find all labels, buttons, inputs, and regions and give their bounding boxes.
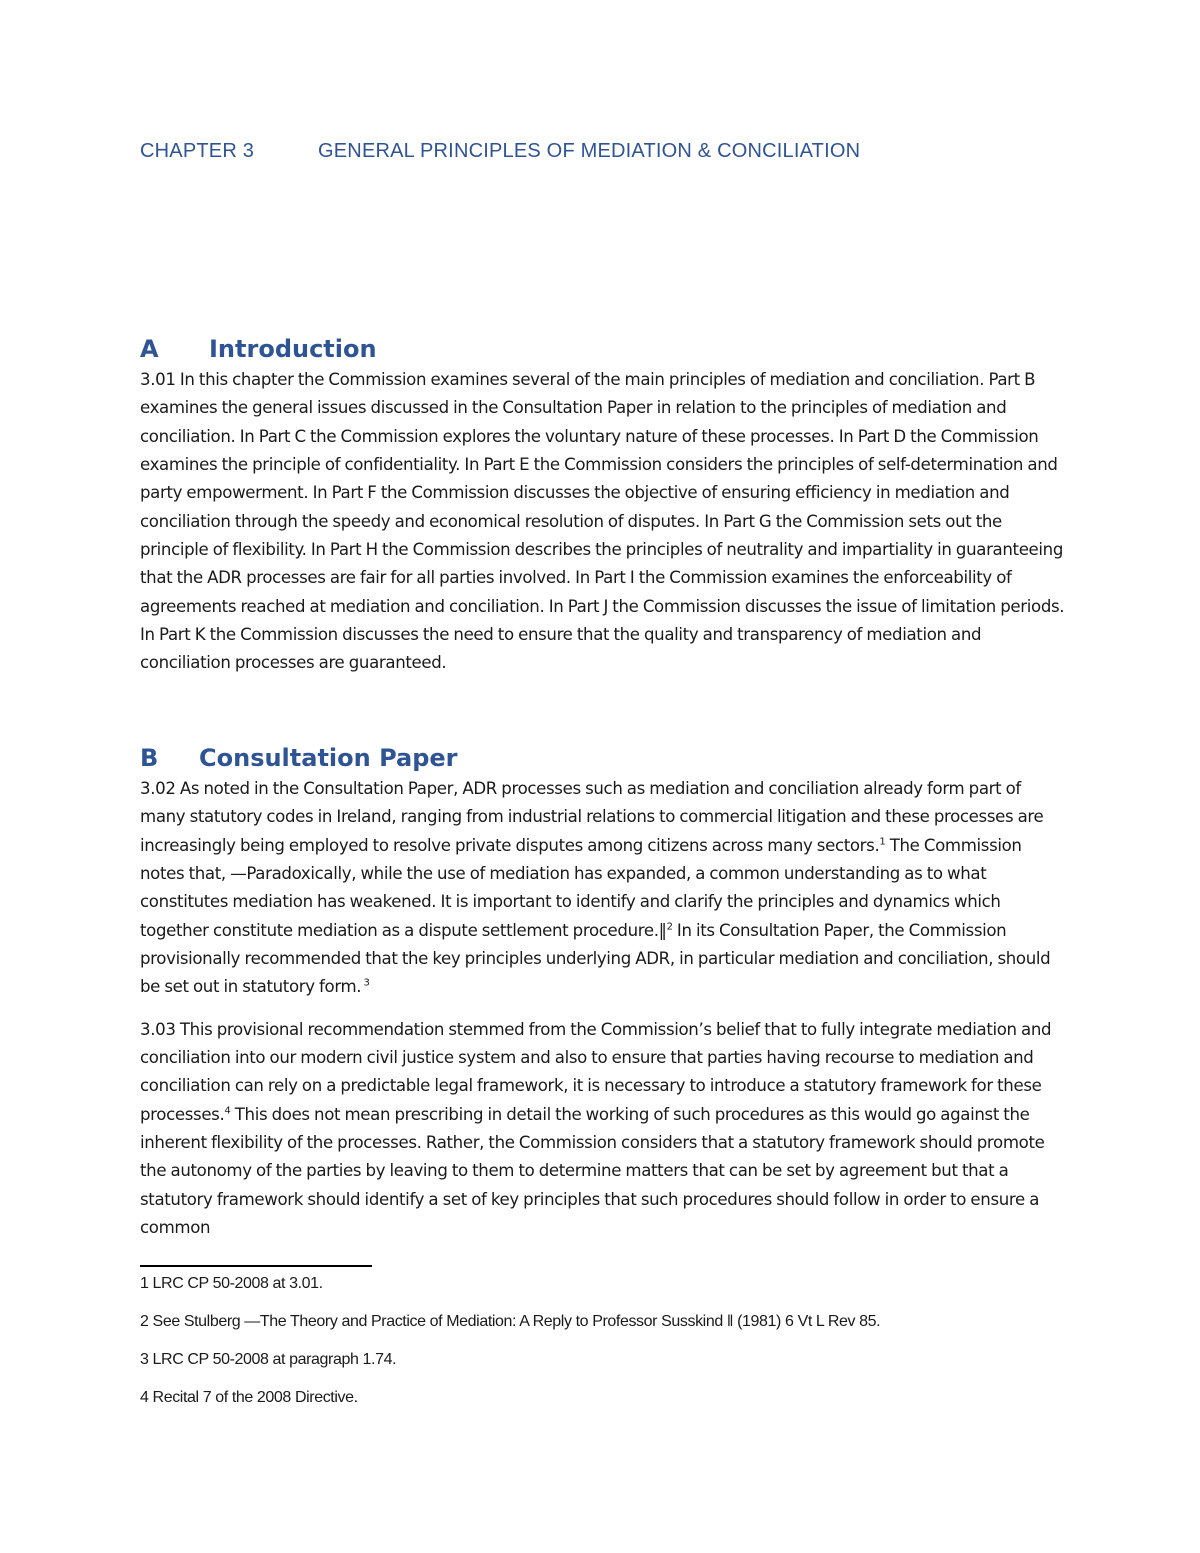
paragraph-text: The Commission notes that, —Paradoxically, while the use of mediation has expanded, a common understanding as to what constitutes mediation has weakened. It is important to identify and clarify the principles and dynamics which together constitute mediation as a dispute settlement procedure.‖ bbox=[140, 835, 1022, 940]
paragraph-3-02 bbox=[140, 775, 1070, 1002]
section-letter: A bbox=[140, 335, 159, 363]
footnote-ref-3[interactable]: 3 bbox=[361, 977, 370, 989]
footnote-ref-4[interactable]: 4 bbox=[224, 1105, 231, 1117]
section-consultation-paper bbox=[140, 741, 1070, 1243]
paragraph-text: 3.02 As noted in the Consultation Paper, ADR processes such as mediation and conciliation already form part of many statutory codes in Ireland, ranging from industrial relations to commercial litigation and these processes are increasingly being employed to resolve private disputes among citizens across many sectors. bbox=[140, 779, 1044, 855]
section-heading-a bbox=[140, 332, 1070, 366]
section-letter: B bbox=[140, 744, 159, 772]
footnotes bbox=[140, 1271, 1140, 1423]
section-introduction bbox=[140, 332, 1070, 678]
footnote-ref-2[interactable]: 2 bbox=[666, 921, 673, 933]
footnote-separator bbox=[140, 1265, 372, 1267]
chapter-number: CHAPTER 3 bbox=[140, 140, 255, 162]
footnote-1: 1 LRC CP 50-2008 at 3.01. bbox=[140, 1275, 323, 1292]
section-heading-b bbox=[140, 741, 1070, 775]
footnote-ref-1[interactable]: 1 bbox=[879, 836, 886, 848]
paragraph-3-03 bbox=[140, 1016, 1070, 1243]
paragraph-text: In its Consultation Paper, the Commission provisionally recommended that the key principles underlying ADR, in particular mediation and conciliation, should be set out in statutory form. bbox=[140, 920, 1051, 997]
footnote-2: 2 See Stulberg —The Theory and Practice of Mediation: A Reply to Professor Susskind ‖ (1981) 6 Vt L Rev 85. bbox=[140, 1313, 881, 1330]
paragraph-text: This does not mean prescribing in detail the working of such procedures as this would go against the inherent flexibility of the processes. Rather, the Commission considers that a statutory framework should promote the autonomy of the parties by leaving to them to determine matters that can be set by agreement but that a statutory framework should identify a set of key principles that such procedures should follow in order to ensure a common bbox=[140, 1104, 1045, 1238]
paragraph-3-01: 3.01 In this chapter the Commission examines several of the main principles of mediation and conciliation. Part B examines the general issues discussed in the Consultation Paper in relation to the principles of mediation and conciliation. In Part C the Commission explores the voluntary nature of these processes. In Part D the Commission examines the principle of confidentiality. In Part E the Commission considers the principles of self-determination and party empowerment. In Part F the Commission discusses the objective of ensuring efficiency in mediation and conciliation through the speedy and economical resolution of disputes. In Part G the Commission sets out the principle of flexibility. In Part H the Commission describes the principles of neutrality and impartiality in guaranteeing that the ADR processes are fair for all parties involved. In Part I the Commission examines the enforceability of agreements reached at mediation and conciliation. In Part J the Commission discusses the issue of limitation periods. In Part K the Commission discusses the need to ensure that the quality and transparency of mediation and conciliation processes are guaranteed. bbox=[140, 370, 1065, 673]
section-title: Consultation Paper bbox=[199, 744, 458, 772]
chapter-heading bbox=[140, 140, 860, 163]
footnote-3: 3 LRC CP 50-2008 at paragraph 1.74. bbox=[140, 1351, 397, 1368]
footnote-4: 4 Recital 7 of the 2008 Directive. bbox=[140, 1389, 358, 1406]
section-title: Introduction bbox=[209, 335, 377, 363]
chapter-title: GENERAL PRINCIPLES OF MEDIATION & CONCILIATION bbox=[318, 140, 861, 162]
paragraph-text: 3.03 This provisional recommendation stemmed from the Commission’s belief that to fully integrate mediation and conciliation into our modern civil justice system and also to ensure that parties having recourse to mediation and conciliation can rely on a predictable legal framework, it is necessary to introduce a statutory framework for these processes. bbox=[140, 1019, 1052, 1124]
